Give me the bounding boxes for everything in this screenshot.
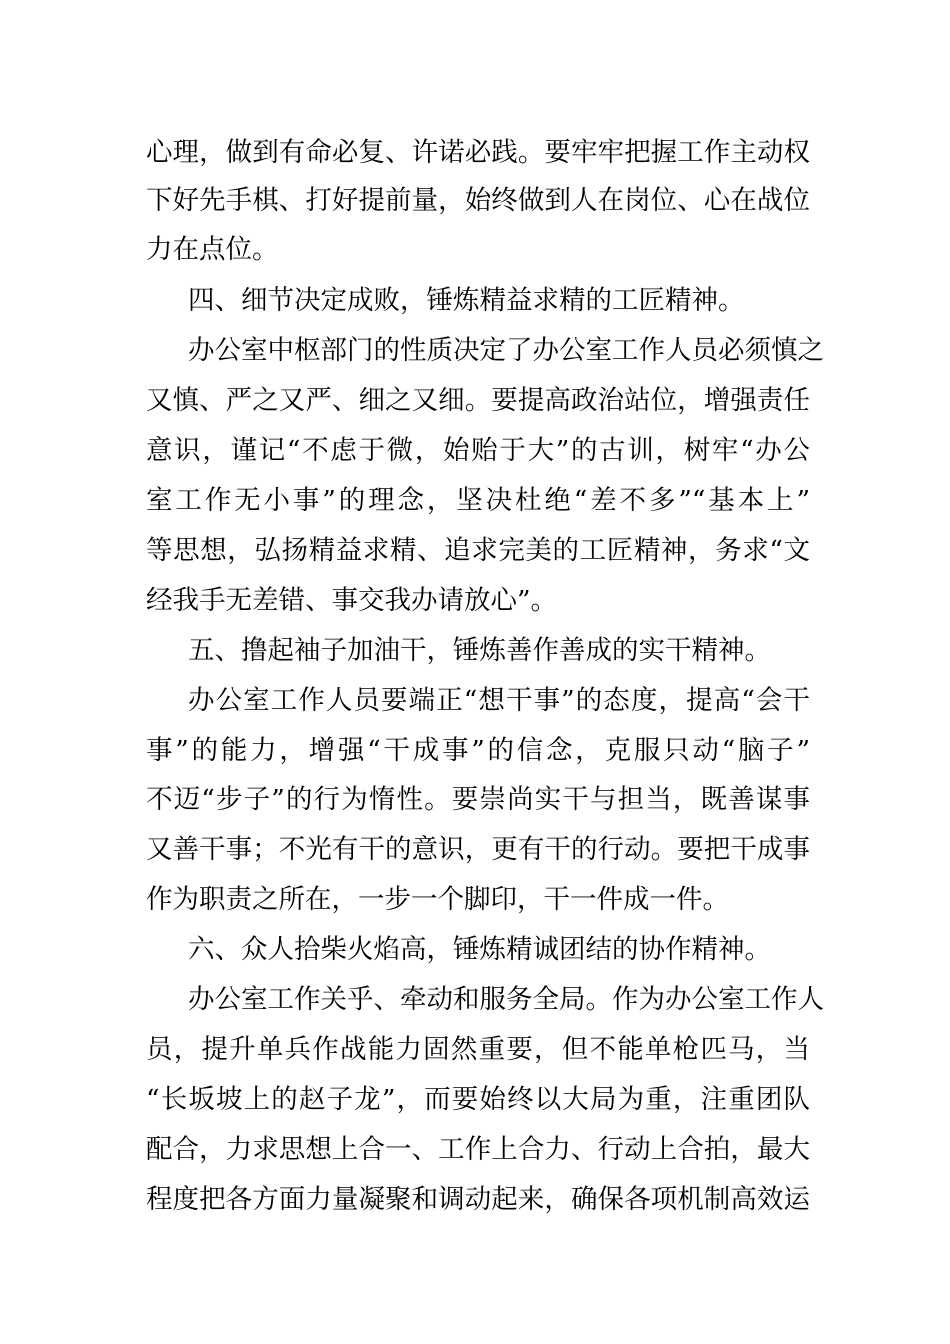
paragraph-line: 意识，谨记“不虑于微，始贻于大”的古训，树牢“办公 <box>146 435 810 466</box>
paragraph-line: 又善干事；不光有干的意识，更有干的行动。要把干成事 <box>146 834 810 865</box>
paragraph-line: 力在点位。 <box>146 234 279 265</box>
paragraph-line: 员，提升单兵作战能力固然重要，但不能单枪匹马，当 <box>146 1034 810 1065</box>
paragraph-line: 等思想，弘扬精益求精、追求完美的工匠精神，务求“文 <box>146 535 810 566</box>
paragraph-line: 办公室中枢部门的性质决定了办公室工作人员必须慎之 <box>188 335 824 366</box>
paragraph-line: 心理，做到有命必复、许诺必践。要牢牢把握工作主动权 <box>146 137 810 168</box>
paragraph-line: 不迈“步子”的行为惰性。要崇尚实干与担当，既善谋事 <box>146 784 810 815</box>
section-heading: 六、众人拾柴火焰高，锤炼精诚团结的协作精神。 <box>188 934 771 965</box>
paragraph-line: “长坂坡上的赵子龙”，而要始终以大局为重，注重团队 <box>146 1084 810 1115</box>
section-heading: 四、细节决定成败，锤炼精益求精的工匠精神。 <box>188 285 745 316</box>
paragraph-line: 室工作无小事”的理念，坚决杜绝“差不多”“基本上” <box>146 485 810 516</box>
paragraph-line: 事”的能力，增强“干成事”的信念，克服只动“脑子” <box>146 735 810 766</box>
paragraph-line: 程度把各方面力量凝聚和调动起来，确保各项机制高效运 <box>146 1184 810 1215</box>
paragraph-line: 下好先手棋、打好提前量，始终做到人在岗位、心在战位 <box>146 185 810 216</box>
paragraph-line: 作为职责之所在，一步一个脚印，干一件成一件。 <box>146 884 729 915</box>
paragraph-line: 又慎、严之又严、细之又细。要提高政治站位，增强责任 <box>146 385 810 416</box>
paragraph-line: 办公室工作关乎、牵动和服务全局。作为办公室工作人 <box>188 984 824 1015</box>
section-heading: 五、撸起袖子加油干，锤炼善作善成的实干精神。 <box>188 635 771 666</box>
paragraph-line: 配合，力求思想上合一、工作上合力、行动上合拍，最大 <box>146 1134 810 1165</box>
paragraph-line: 办公室工作人员要端正“想干事”的态度，提高“会干 <box>188 685 810 716</box>
paragraph-line: 经我手无差错、事交我办请放心”。 <box>146 585 558 616</box>
